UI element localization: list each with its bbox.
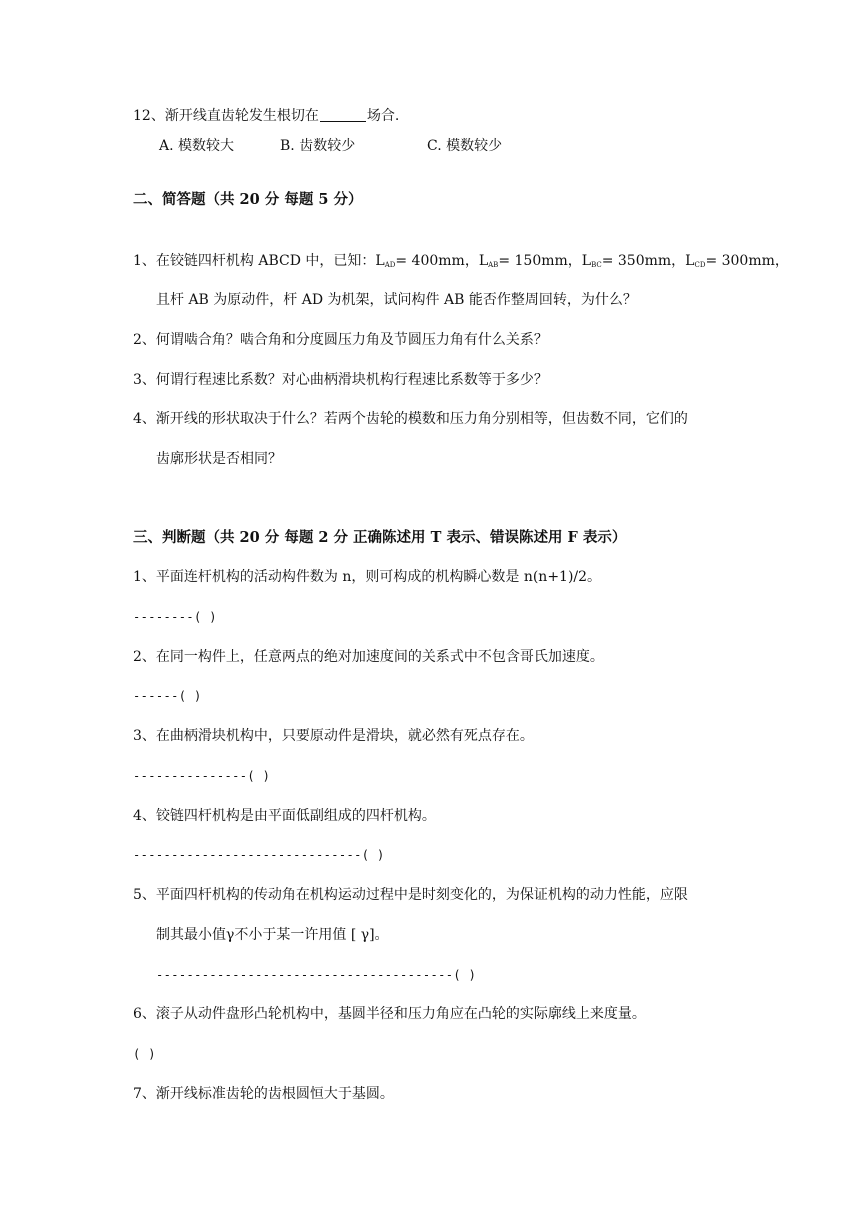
s2-q4-line2: 齿廓形状是否相同？ xyxy=(156,451,282,467)
answer-blank xyxy=(320,107,366,122)
s3-question-2: 2、在同一构件上，任意两点的绝对加速度间的关系式中不包含哥氏加速度。 xyxy=(133,649,604,665)
s2-q1-lab: = 150mm， xyxy=(498,253,582,269)
s3-answer-2: ------( ) xyxy=(133,689,202,703)
s2-question-2: 2、何谓啮合角？啮合角和分度圆压力角及节圆压力角有什么关系？ xyxy=(133,332,548,348)
s2-q1-lad: = 400mm， xyxy=(395,253,479,269)
s2-question-3: 3、何谓行程速比系数？对心曲柄滑块机构行程速比系数等于多少？ xyxy=(133,372,548,388)
option-c: C. 模数较少 xyxy=(427,138,503,154)
s3-question-6: 6、滚子从动件盘形凸轮机构中，基圆半径和压力角应在凸轮的实际廓线上来度量。 xyxy=(133,1006,646,1022)
s3-q5-line2: 制其最小值γ不小于某一许用值 [ γ]。 xyxy=(156,927,389,943)
s2-q1-line2: 且杆 AB 为原动件，杆 AD 为机架，试问构件 AB 能否作整周回转，为什么？ xyxy=(156,292,637,308)
question-12-suffix: 场合. xyxy=(366,108,400,124)
question-12 xyxy=(133,106,399,126)
s3-question-5: 5、平面四杆机构的传动角在机构运动过程中是时刻变化的，为保证机构的动力性能，应限 xyxy=(133,887,688,903)
s3-question-4: 4、铰链四杆机构是由平面低副组成的四杆机构。 xyxy=(133,808,436,824)
s3-question-7: 7、渐开线标准齿轮的齿根圆恒大于基圆。 xyxy=(133,1086,394,1102)
option-a: A. 模数较大 xyxy=(159,138,235,154)
s2-q1-lcd: = 300mm， xyxy=(705,253,789,269)
s2-q1-intro: 1、在铰链四杆机构 ABCD 中，已知： xyxy=(133,253,376,269)
s2-question-1: 1、在铰链四杆机构 ABCD 中，已知：$L_{AD}= 400mm$，$L_{AB}= 150mm$，$L_{BC}= 350mm$，$L_{CD}= 300mm$， xyxy=(133,253,789,269)
s3-answer-3: ---------------( ) xyxy=(133,769,271,783)
s3-question-3: 3、在曲柄滑块机构中，只要原动件是滑块，就必然有死点存在。 xyxy=(133,728,534,744)
s3-answer-5: ---------------------------------------( ) xyxy=(156,968,477,982)
s3-answer-4: ------------------------------( ) xyxy=(133,848,385,862)
s2-q1-lbc: = 350mm， xyxy=(601,253,686,269)
section-2-heading: 二、简答题（共 20 分 每题 5 分） xyxy=(133,191,363,208)
s3-answer-6: ( ) xyxy=(133,1047,156,1061)
question-12-text: 12、渐开线直齿轮发生根切在 xyxy=(133,108,319,124)
section-3-heading: 三、判断题（共 20 分 每题 2 分 正确陈述用 T 表示、错误陈述用 F 表示） xyxy=(133,529,627,546)
s3-answer-1: --------( ) xyxy=(133,610,217,624)
s2-question-4: 4、渐开线的形状取决于什么？若两个齿轮的模数和压力角分别相等，但齿数不同，它们的 xyxy=(133,411,688,427)
option-b: B. 齿数较少 xyxy=(280,138,356,154)
s3-question-1: 1、平面连杆机构的活动构件数为 n，则可构成的机构瞬心数是 n(n+1)/2。 xyxy=(133,569,602,585)
